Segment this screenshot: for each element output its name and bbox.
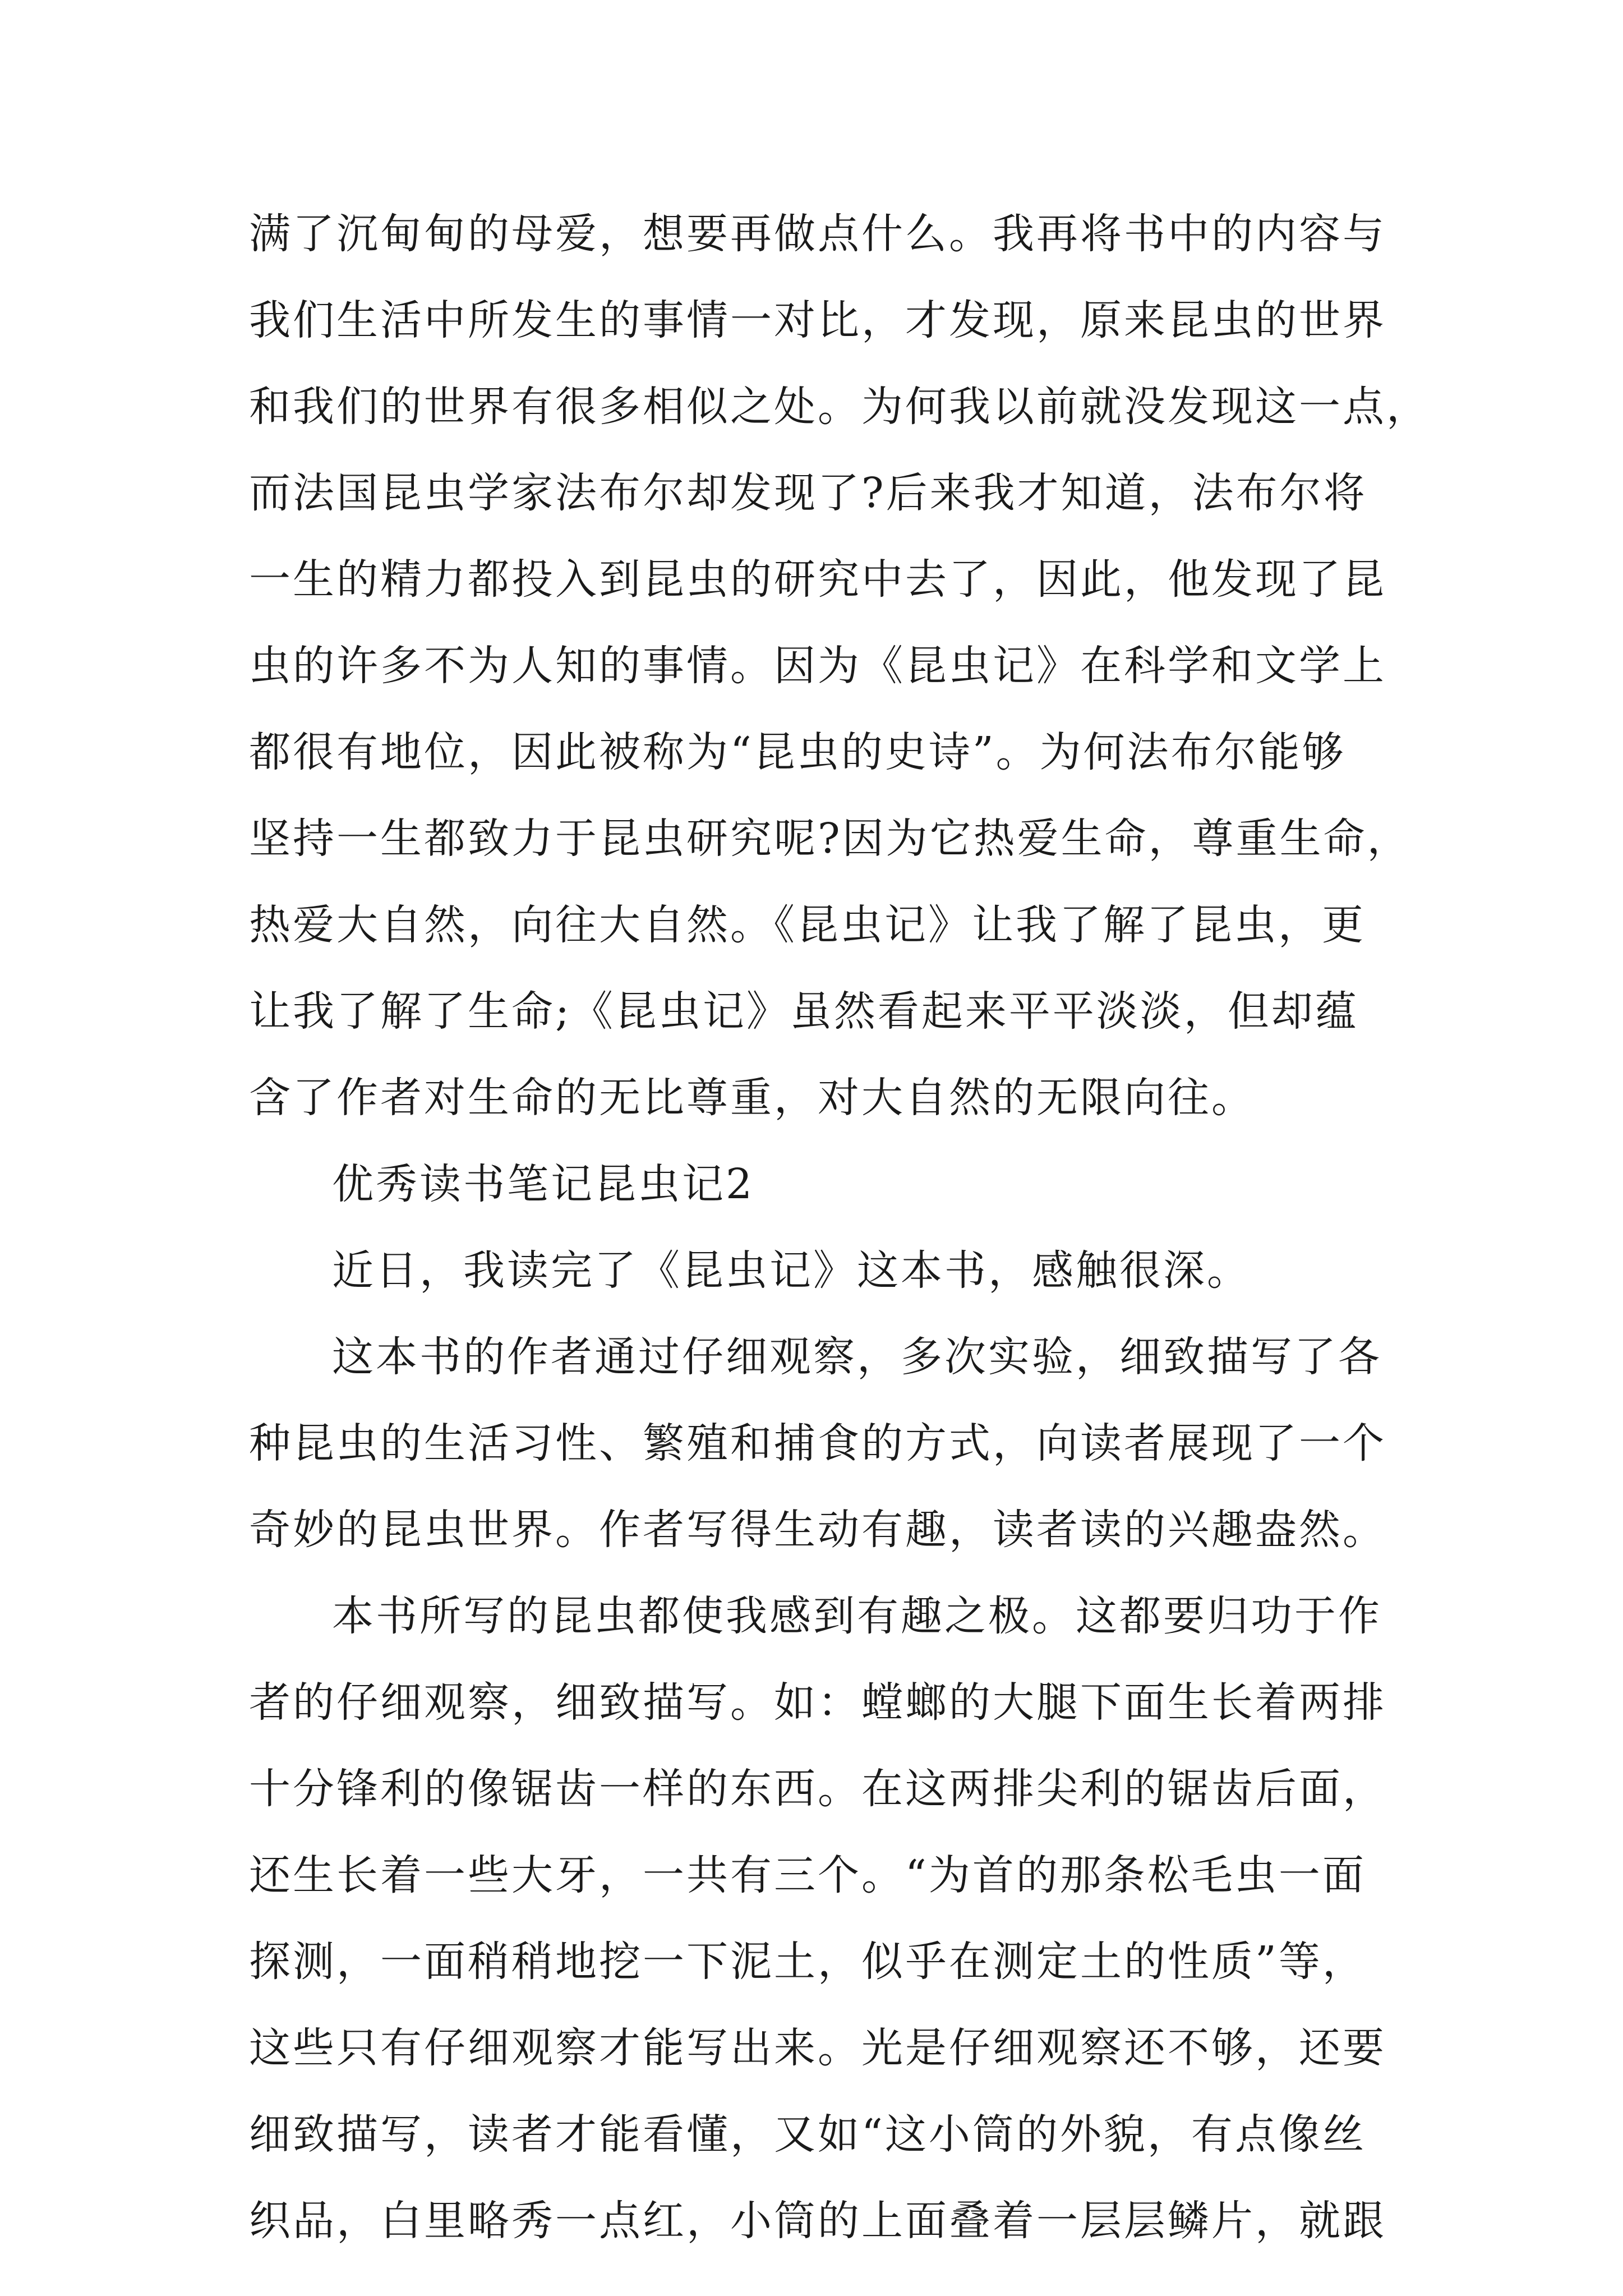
text-line: 一生的精力都投入到昆虫的研究中去了，因此，他发现了昆 [249, 555, 1386, 604]
text-line: 而法国昆虫学家法布尔却发现了?后来我才知道，法布尔将 [249, 469, 1367, 517]
text-line: 虫的许多不为人知的事情。因为《昆虫记》在科学和文学上 [249, 642, 1386, 690]
text-line: 坚持一生都致力于昆虫研究呢?因为它热爱生命，尊重生命， [249, 815, 1411, 863]
text-line: 细致描写，读者才能看懂，又如“这小筒的外貌，有点像丝 [249, 2110, 1366, 2159]
text-line: 种昆虫的生活习性、繁殖和捕食的方式，向读者展现了一个 [249, 1419, 1386, 1467]
text-line: 近日，我读完了《昆虫记》这本书，感触很深。 [332, 1246, 1251, 1295]
text-line: 和我们的世界有很多相似之处。为何我以前就没发现这一点， [249, 383, 1430, 431]
document-body [249, 191, 1430, 2264]
text-line: 满了沉甸甸的母爱，想要再做点什么。我再将书中的内容与 [249, 210, 1386, 258]
text-line: 织品，白里略秀一点红，小筒的上面叠着一层层鳞片，就跟 [249, 2197, 1386, 2245]
text-line: 都很有地位，因此被称为“昆虫的史诗”。为何法布尔能够 [249, 728, 1346, 776]
text-line: 还生长着一些大牙，一共有三个。“为首的那条松毛虫一面 [249, 1851, 1366, 1899]
text-line: 奇妙的昆虫世界。作者写得生动有趣，读者读的兴趣盎然。 [249, 1506, 1386, 1554]
text-line: 这本书的作者通过仔细观察，多次实验，细致描写了各 [332, 1333, 1382, 1381]
text-line: 这些只有仔细观察才能写出来。光是仔细观察还不够，还要 [249, 2024, 1386, 2072]
text-line: 十分锋利的像锯齿一样的东西。在这两排尖利的锯齿后面， [249, 1765, 1386, 1813]
text-line: 优秀读书笔记昆虫记2 [332, 1160, 755, 1208]
text-line: 我们生活中所发生的事情一对比，才发现，原来昆虫的世界 [249, 296, 1386, 344]
text-line: 热爱大自然，向往大自然。《昆虫记》让我了解了昆虫，更 [249, 901, 1366, 949]
text-line: 本书所写的昆虫都使我感到有趣之极。这都要归功于作 [332, 1592, 1382, 1640]
text-line: 含了作者对生命的无比尊重，对大自然的无限向往。 [249, 1074, 1255, 1122]
text-line: 探测，一面稍稍地挖一下泥土，似乎在测定土的性质”等， [249, 1938, 1366, 1986]
text-line: 让我了解了生命;《昆虫记》虽然看起来平平淡淡，但却蕴 [249, 987, 1359, 1036]
text-line: 者的仔细观察，细致描写。如：螳螂的大腿下面生长着两排 [249, 1678, 1386, 1727]
